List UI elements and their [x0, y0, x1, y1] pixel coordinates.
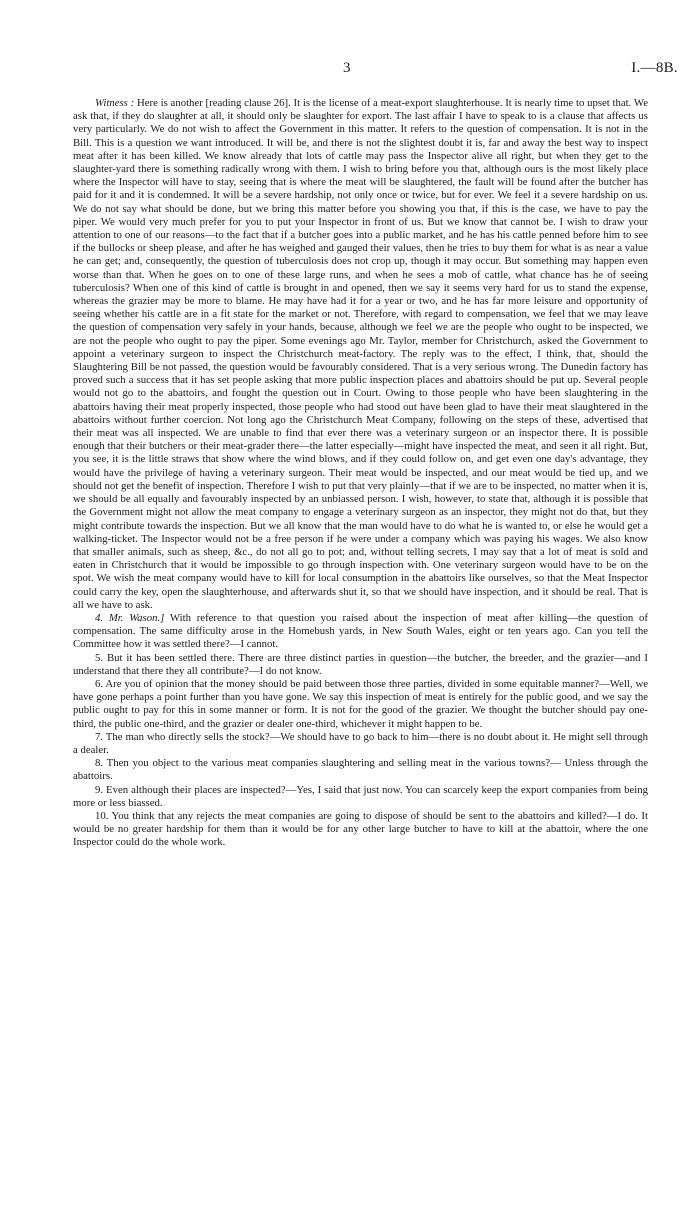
paragraph-text: 9. Even although their places are inspected?—Yes, I said that just now. You can scarcely keep the export companies from being more or less biassed. [73, 783, 648, 809]
witness-label: Witness : [95, 97, 135, 109]
paragraph-text: Here is another [reading clause 26]. It is the license of a meat-export slaughterhouse. It is nearly time to upset that. We ask that, if they do slaughter at all, it should only be slaughter for export. The last affair I have to speak to is a clause that affects us very particularly. We do not wish to affect the Government in this matter. It refers to the question of compensation. It is not in the Bill. This is a question we want introduced. It will be, and there is not the slightest doubt it is, far and away the best way to inspect meat after it has been killed. We know already that lots of cattle may pass the Inspector alive all right, but when they get to the slaughter-yard there is something radically wrong with them. I wish to bring before you that, although ours is the most likely place where the Inspector will have to stay, seeing that is where the meat will be slaughtered, the fault will be found after the butcher has paid for it and it is condemned. It will be a severe hardship, not only once or twice, but for ever. We feel it a severe hardship on us. We do not say what should be done, but we bring this matter before you showing you that, if this is the case, we have to pay the piper. We would very much prefer for you to put your Inspector in front of us. But we know that cannot be. I wish to draw your attention to one of our reasons—to the fact that if a butcher goes into a public market, and he has his cattle penned before him to see if the bullocks or sheep please, and after he has weighed and gauged their values, then he tries to buy them for what is as near a value he can get; and, consequently, the question of tuberculosis does not crop up, though it may occur. But something may happen even worse than that. When he goes on to one of these large runs, and when he sees a mob of cattle, what chance has he of seeing tuberculosis? When one of this kind of cattle is brought in and opened, then we say it seems very hard for us to stand the expense, whereas the grazier may be more to blame. He may have had it for a year or two, and he has far more leisure and opportunity of seeing whether his cattle are in a fit state for the market or not. Therefore, with regard to compensation, we feel that we may leave the question of compensation very safely in your hands, because, although we feel we are the people who ought to be inspected, we are not the people who ought to pay the piper. Some evenings ago Mr. Taylor, member for Christchurch, asked the Government to appoint a veterinary surgeon to inspect the Christchurch meat-factory. The reply was to the effect, I think, that, should the Slaughtering Bill be not passed, the question would be favourably considered. That is a very serious wrong. The Dunedin factory has proved such a success that it has set people asking that more public inspection places and abattoirs should be put up. Several people would not go to the abattoirs, and fought the question out in Court. Owing to those people who have been slaughtering in the abattoirs having their meat properly inspected, those people who had stood out have been glad to have their meat slaughtered in the abattoirs without further coercion. Not long ago the Christchurch Meat Company, following on the steps of these, advertised that their meat was all inspected. We are unable to find that ever there was a veterinary surgeon or an inspector there. It is possible enough that their butchers or their meat-grader there—the latter especially—might have inspected the meat, and seen it all right. But, you see, it is the little straws that show where the wind blows, and if they could follow on, and get even one day's advantage, they would have the privilege of having a veterinary surgeon. Their meat would be inspected, and our meat would be tied up, and we should not get the benefit of inspection. Therefore I wish to put that very plainly—that if we are to be inspected, no matter when it is, we should be all equally and favourably inspected by an unbiassed person. I wish, however, to state that, although it is possible that the Government might not allow the meat company to engage a veterinary surgeon as an inspector, they might not do that, but they might contribute towards the inspection. But we all know that the man would have to do what he is wanted to, or else he would get a walking-ticket. The Inspector would not be a free person if he were under a company which was paying his wages. We also know that smaller animals, such as sheep, &c., do not all go to pot; and, without telling secrets, I may say that a lot of meat is sold and eaten in Christchurch that it would be impossible to go through inspection with. One veterinary surgeon would have to be on the spot. We wish the meat company would have to kill for local consumption in the abattoirs like ourselves, so that the Meat Inspector could carry the key, open the slaughterhouse, and afterwards shut it, so that we should have inspection, and it should be real. That is all we have to ask. [73, 97, 648, 611]
paragraph-text: 5. But it has been settled there. There are three distinct parties in question—the butcher, the breeder, and the grazier—and I understand that there they all contribute?—I do not know. [73, 651, 648, 677]
page-body [73, 97, 648, 850]
question-paragraph [73, 652, 648, 678]
paragraph-text: 6. Are you of opinion that the money should be paid between those three parties, divided in some equitable manner?—Well, we have gone perhaps a point further than you have gone. We say this inspection of meat is entirely for the public good, and we say the public ought to pay for this in some manner or form. It is not for the good of the grazier. We thought the butcher should pay one-third, the public one-third, and the grazier or dealer one-third, whichever it might happen to be. [73, 677, 648, 730]
page-header [0, 60, 700, 80]
page-reference: I.—8B. [631, 60, 678, 76]
question-paragraph [73, 612, 648, 652]
question-paragraph [73, 784, 648, 810]
paragraph-text: 8. Then you object to the various meat companies slaughtering and selling meat in the various towns?— Unless through the abattoirs. [73, 757, 648, 783]
paragraph-text: 10. You think that any rejects the meat companies are going to dispose of should be sent to the abattoirs and killed?—I do. It would be no greater hardship for them than it would be for any other large butcher to have to kill at the abattoir, where the one Inspector could do the whole work. [73, 809, 648, 849]
question-paragraph [73, 731, 648, 757]
speaker-label: 4. Mr. Wason.] [95, 611, 165, 624]
paragraph-text: With reference to that question you raised about the inspection of meat after killing—the question of compensation. The same difficulty arose in the Homebush yards, in New South Wales, eight or ten years ago. Can you tell the Committee how it was settled there?—I cannot. [73, 611, 648, 651]
question-paragraph [73, 757, 648, 783]
question-paragraph [73, 810, 648, 850]
paragraph-text: 7. The man who directly sells the stock?—We should have to go back to him—there is no doubt about it. He might sell through a dealer. [73, 730, 648, 756]
question-paragraph [73, 678, 648, 731]
page-number: 3 [343, 60, 351, 76]
paragraph-witness-statement [73, 97, 648, 612]
